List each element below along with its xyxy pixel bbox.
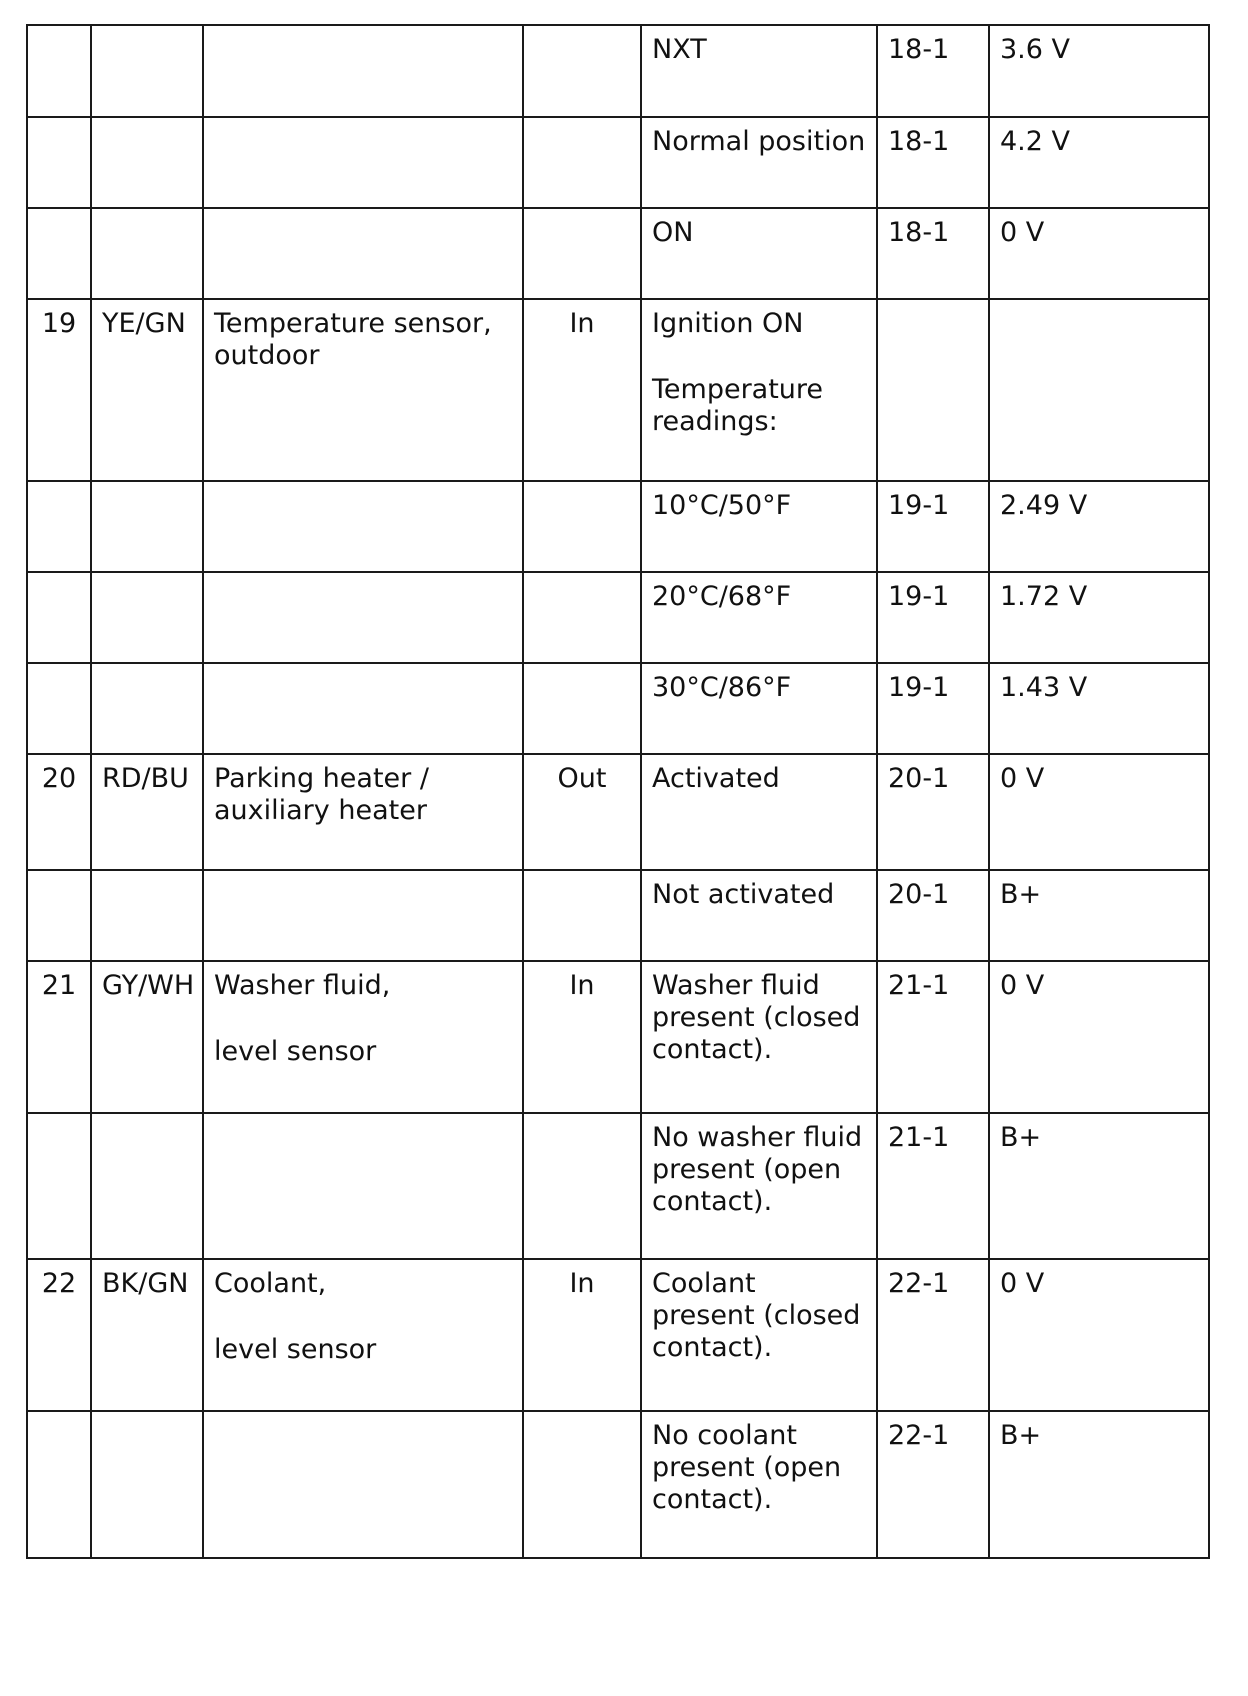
wire-color	[91, 481, 203, 572]
condition-line: 30°C/86°F	[652, 672, 792, 703]
test-condition	[641, 25, 877, 117]
table-row	[27, 961, 1209, 1113]
signal-direction	[523, 208, 641, 299]
table-row	[27, 1113, 1209, 1259]
pin-number: 22	[27, 1259, 91, 1411]
pin-number	[27, 208, 91, 299]
component-description	[203, 572, 523, 663]
signal-direction	[523, 25, 641, 117]
table-row	[27, 299, 1209, 481]
component-description	[203, 117, 523, 208]
test-condition	[641, 1411, 877, 1558]
table-row	[27, 1411, 1209, 1558]
test-condition	[641, 117, 877, 208]
table-row	[27, 481, 1209, 572]
measurement-point: 21-1	[877, 1113, 989, 1259]
pin-number	[27, 1113, 91, 1259]
signal-direction	[523, 117, 641, 208]
nominal-value: 2.49 V	[989, 481, 1209, 572]
wire-color: GY/WH	[91, 961, 203, 1113]
component-description	[203, 961, 523, 1113]
measurement-point	[877, 299, 989, 481]
condition-line: Coolant present (closed contact).	[652, 1268, 861, 1363]
condition-line: Washer fluid present (closed contact).	[652, 970, 861, 1065]
signal-direction: In	[523, 299, 641, 481]
condition-line: Activated	[652, 763, 780, 794]
wire-color	[91, 870, 203, 961]
pin-number	[27, 117, 91, 208]
nominal-value: B+	[989, 870, 1209, 961]
pin-number: 20	[27, 754, 91, 870]
test-condition	[641, 299, 877, 481]
component-description	[203, 663, 523, 754]
table-row	[27, 117, 1209, 208]
component-description	[203, 1259, 523, 1411]
table-row	[27, 870, 1209, 961]
nominal-value: 0 V	[989, 208, 1209, 299]
description-line-secondary: level sensor	[214, 1334, 377, 1365]
pin-number	[27, 572, 91, 663]
description-line-secondary: level sensor	[214, 1036, 377, 1067]
condition-line: Not activated	[652, 879, 835, 910]
condition-line: 20°C/68°F	[652, 581, 792, 612]
wire-color: YE/GN	[91, 299, 203, 481]
nominal-value: 1.43 V	[989, 663, 1209, 754]
wire-color	[91, 25, 203, 117]
component-description	[203, 754, 523, 870]
nominal-value: 3.6 V	[989, 25, 1209, 117]
test-condition	[641, 1259, 877, 1411]
signal-direction: Out	[523, 754, 641, 870]
test-condition	[641, 208, 877, 299]
signal-direction: In	[523, 1259, 641, 1411]
pin-number	[27, 1411, 91, 1558]
description-line: Temperature sensor, outdoor	[214, 308, 492, 371]
measurement-point: 22-1	[877, 1411, 989, 1558]
pin-number: 21	[27, 961, 91, 1113]
measurement-point: 19-1	[877, 663, 989, 754]
test-condition	[641, 754, 877, 870]
component-description	[203, 208, 523, 299]
wire-color	[91, 117, 203, 208]
condition-line: Normal position	[652, 126, 866, 157]
signal-direction	[523, 1411, 641, 1558]
component-description	[203, 870, 523, 961]
measurement-point: 19-1	[877, 481, 989, 572]
pin-number: 19	[27, 299, 91, 481]
nominal-value: 1.72 V	[989, 572, 1209, 663]
measurement-point: 20-1	[877, 870, 989, 961]
measurement-point: 19-1	[877, 572, 989, 663]
signal-direction	[523, 870, 641, 961]
condition-line-secondary: Temperature readings:	[652, 374, 824, 437]
nominal-value: 0 V	[989, 961, 1209, 1113]
signal-direction	[523, 1113, 641, 1259]
table-row	[27, 1259, 1209, 1411]
wire-color: RD/BU	[91, 754, 203, 870]
wire-color	[91, 572, 203, 663]
test-condition	[641, 1113, 877, 1259]
wire-color	[91, 1411, 203, 1558]
nominal-value: 0 V	[989, 754, 1209, 870]
table-row	[27, 25, 1209, 117]
test-condition	[641, 481, 877, 572]
component-description	[203, 1113, 523, 1259]
condition-line: 10°C/50°F	[652, 490, 792, 521]
nominal-value	[989, 299, 1209, 481]
test-condition	[641, 870, 877, 961]
condition-line: Ignition ON	[652, 308, 804, 339]
measurement-point: 18-1	[877, 117, 989, 208]
condition-line: No washer fluid present (open contact).	[652, 1122, 863, 1217]
test-condition	[641, 572, 877, 663]
nominal-value: 0 V	[989, 1259, 1209, 1411]
nominal-value: B+	[989, 1411, 1209, 1558]
signal-direction	[523, 572, 641, 663]
pin-number	[27, 25, 91, 117]
measurement-point: 22-1	[877, 1259, 989, 1411]
table-row	[27, 754, 1209, 870]
condition-line: ON	[652, 217, 694, 248]
signal-direction: In	[523, 961, 641, 1113]
test-condition	[641, 961, 877, 1113]
condition-line: No coolant present (open contact).	[652, 1420, 842, 1515]
nominal-value: 4.2 V	[989, 117, 1209, 208]
measurement-point: 20-1	[877, 754, 989, 870]
pin-number	[27, 481, 91, 572]
component-description	[203, 299, 523, 481]
component-description	[203, 1411, 523, 1558]
description-line: Coolant,	[214, 1268, 327, 1299]
wire-color	[91, 1113, 203, 1259]
condition-line: NXT	[652, 34, 707, 65]
description-line: Parking heater / auxiliary heater	[214, 763, 429, 826]
table-row	[27, 572, 1209, 663]
component-description	[203, 481, 523, 572]
pin-number	[27, 870, 91, 961]
wire-color	[91, 663, 203, 754]
signal-direction	[523, 481, 641, 572]
pin-number	[27, 663, 91, 754]
measurement-point: 18-1	[877, 25, 989, 117]
description-line: Washer fluid,	[214, 970, 391, 1001]
measurement-point: 18-1	[877, 208, 989, 299]
pin-table	[26, 24, 1210, 1559]
component-description	[203, 25, 523, 117]
table-row	[27, 663, 1209, 754]
test-condition	[641, 663, 877, 754]
signal-direction	[523, 663, 641, 754]
nominal-value: B+	[989, 1113, 1209, 1259]
measurement-point: 21-1	[877, 961, 989, 1113]
wire-color: BK/GN	[91, 1259, 203, 1411]
wire-color	[91, 208, 203, 299]
table-row	[27, 208, 1209, 299]
